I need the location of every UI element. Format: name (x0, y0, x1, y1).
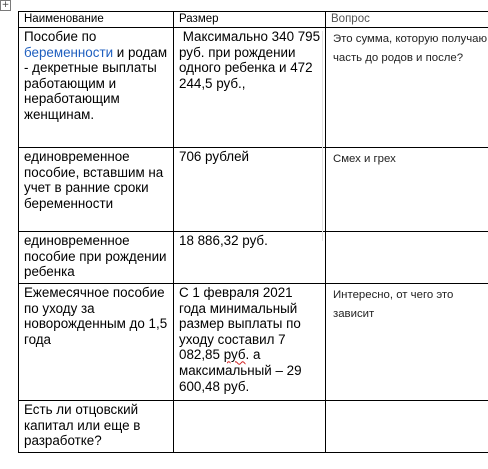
cell-size[interactable] (174, 401, 326, 453)
table-move-handle-icon[interactable]: + (1, 0, 10, 10)
table-row (19, 28, 488, 148)
table-row (19, 284, 488, 401)
header-question[interactable]: Вопрос (326, 12, 488, 28)
table-row (19, 401, 488, 453)
table-row (19, 148, 488, 232)
cell-name[interactable] (19, 28, 174, 148)
pregnancy-link[interactable]: беременности (24, 44, 114, 60)
cell-question[interactable] (326, 401, 488, 453)
cell-size[interactable]: 18 886,32 руб. (174, 232, 326, 284)
spellcheck-word[interactable]: руб (223, 347, 246, 363)
comment-pane-edge (322, 31, 323, 241)
cell-name[interactable]: Есть ли отцовский капитал или еще в разработке? (19, 401, 174, 453)
cell-question[interactable]: Интересно, от чего это зависит (326, 284, 488, 401)
table-row (19, 232, 488, 284)
cell-size[interactable]: 706 рублей (174, 148, 326, 232)
header-name[interactable]: Наименование (19, 12, 174, 28)
cell-name[interactable]: Ежемесячное пособие по уходу за новорожденным до 1,5 года (19, 284, 174, 401)
cell-name-text: Пособие по (24, 29, 97, 44)
table-header-row (19, 12, 488, 28)
cell-name[interactable]: единовременное пособие, вставшим на учет в ранние сроки беременности (19, 148, 174, 232)
cell-size[interactable]: Максимально 340 795 руб. при рождении одного ребенка и 472 244,5 руб., (174, 28, 326, 148)
cell-size[interactable] (174, 284, 326, 401)
cell-size-text: . а максимальный – 29 600,48 руб. (179, 347, 302, 394)
cell-name[interactable]: единовременное пособие при рождении ребенка (19, 232, 174, 284)
benefits-table (18, 11, 488, 453)
cell-question[interactable]: Это сумма, которую получаю часть до родов и после? (326, 28, 488, 148)
cell-question[interactable]: Смех и грех (326, 148, 488, 232)
header-size[interactable]: Размер (174, 12, 326, 28)
cell-size-text: С 1 февраля 2021 года минимальный размер выплаты по уходу составил 7 082,85 (179, 285, 301, 363)
cell-name-text: и родам - декретные выплаты работающим и неработающим женщинам. (24, 44, 168, 122)
cell-question[interactable] (326, 232, 488, 284)
